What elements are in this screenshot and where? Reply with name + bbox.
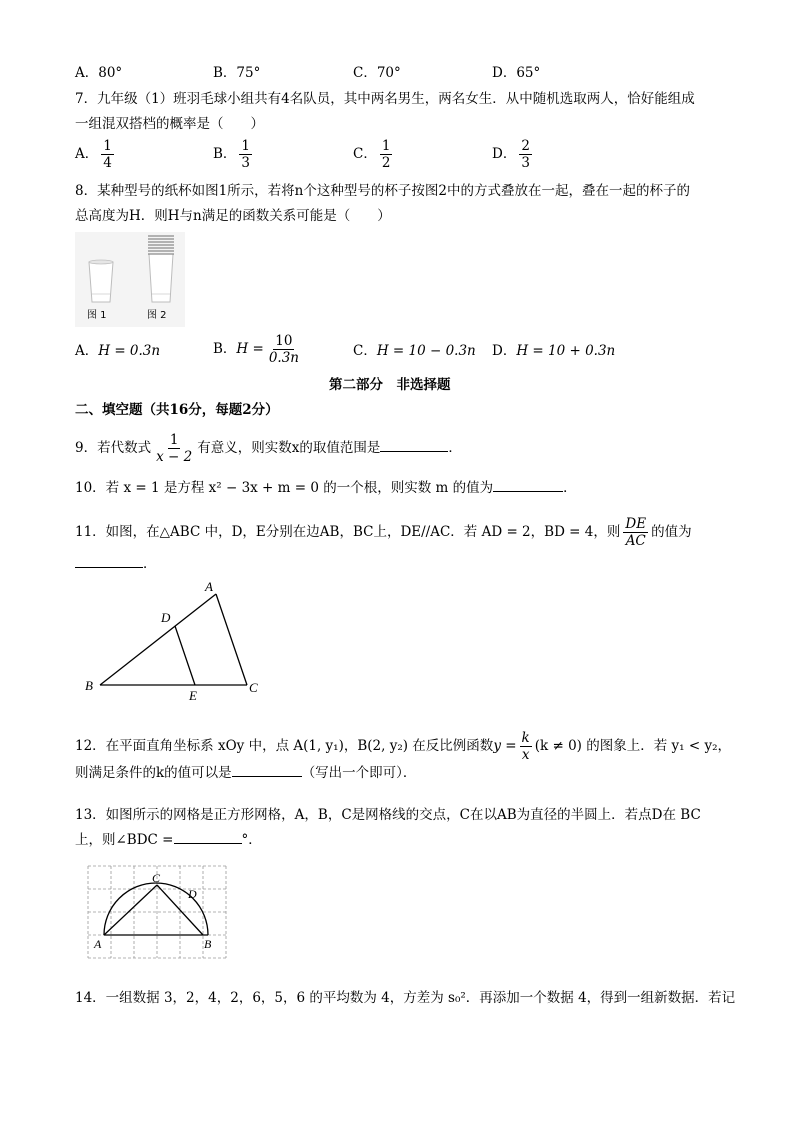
q13-line1: 13．如图所示的网格是正方形网格，A，B，C是网格线的交点，C在以AB为直径的半圆上．若点D在 BC [75,807,701,823]
part2-title: 第二部分 非选择题 [329,377,451,393]
q7-line1: 7．九年级（1）班羽毛球小组共有4名队员，其中两名男生，两名女生．从中随机选取两人，恰好能组成 [75,91,695,107]
q11-answer-blank [75,555,143,568]
point-a-label: A [205,579,213,594]
q13-grid-figure [80,860,232,965]
q13-line2: 上，则∠BDC = °． [75,832,262,848]
q7-option-a: A． $\frac{1}{4}$ [75,138,112,171]
point-c-label: C [152,871,161,885]
point-c-label: C [249,680,258,695]
q7-option-d: D． $\frac{2}{3}$ [492,138,530,171]
point-d-label: D [188,887,197,901]
q14-text: 14．一组数据 3，2，4，2，6，5，6 的平均数为 4，方差为 s₀²．再添加一个数据 4，得到一组新数据．若记 [75,990,736,1006]
point-b-label: B [85,678,93,693]
q10-answer-blank [493,479,563,492]
q8-line2: 总高度为H．则H与n满足的函数关系可能是（ ） [75,208,391,224]
section2-title: 二、填空题（共16分，每题2分） [75,402,279,418]
segment-de [175,626,195,685]
segment-ac [104,885,157,935]
q7-line2: 一组混双搭档的概率是（ ） [75,116,264,132]
q11-answer-line: ． [75,554,157,574]
q8-cups-figure [75,232,185,327]
fig1-label: 图 1 [87,310,107,321]
point-d-label: D [161,610,171,625]
single-cup-image [89,260,113,302]
q10-text: 10．若 x = 1 是方程 x² − 3x + m = 0 的一个根，则实数 m 的值为 ． [75,480,577,496]
point-a-label: A [94,937,102,951]
q11-triangle-figure [75,572,275,707]
q8-option-b: B．H = $\frac{10}{0.3n}$ [213,333,299,366]
q9-answer-blank [380,439,448,452]
q7-option-b: B． $\frac{1}{3}$ [213,138,251,171]
q7-option-c: C． $\frac{1}{2}$ [353,138,391,171]
segment-ac [216,594,247,685]
q8-option-d: D．H = 10 + 0.3n [492,343,616,359]
point-e-label: E [189,688,197,703]
q11-text: 11．如图，在△ABC 中，D，E分别在边AB，BC上，DE//AC．若 AD = 2，BD = 4，则 $\frac{DE}{AC}$ 的值为 [75,516,692,549]
q12-line1: 12．在平面直角坐标系 xOy 中，点 A(1, y₁)，B(2, y₂) 在反比例函数y = $\frac{k}{x}$ (k ≠ 0) 的图象上．若 y₁ < y₂， [75,730,731,763]
q8-option-c: C．H = 10 − 0.3n [353,343,476,359]
q6-option-a: A．80° [75,65,123,81]
q8-line1: 8．某种型号的纸杯如图1所示，若将n个这种型号的杯子按图2中的方式叠放在一起，叠在一起的杯子的 [75,183,690,199]
fig2-label: 图 2 [147,310,167,321]
q13-answer-blank [174,831,242,844]
q8-option-a: A．H = 0.3n [75,343,161,359]
point-b-label: B [204,937,212,951]
q6-option-d: D．65° [492,65,541,81]
q6-option-c: C．70° [353,65,401,81]
q12-answer-blank [232,764,302,777]
q6-option-b: B．75° [213,65,261,81]
q9-text: 9．若代数式 $\frac{1}{x - 2}$ 有意义，则实数x的取值范围是 ． [75,432,462,465]
segment-ba [100,594,216,685]
q12-line2: 则满足条件的k的值可以是 （写出一个即可）． [75,765,417,781]
